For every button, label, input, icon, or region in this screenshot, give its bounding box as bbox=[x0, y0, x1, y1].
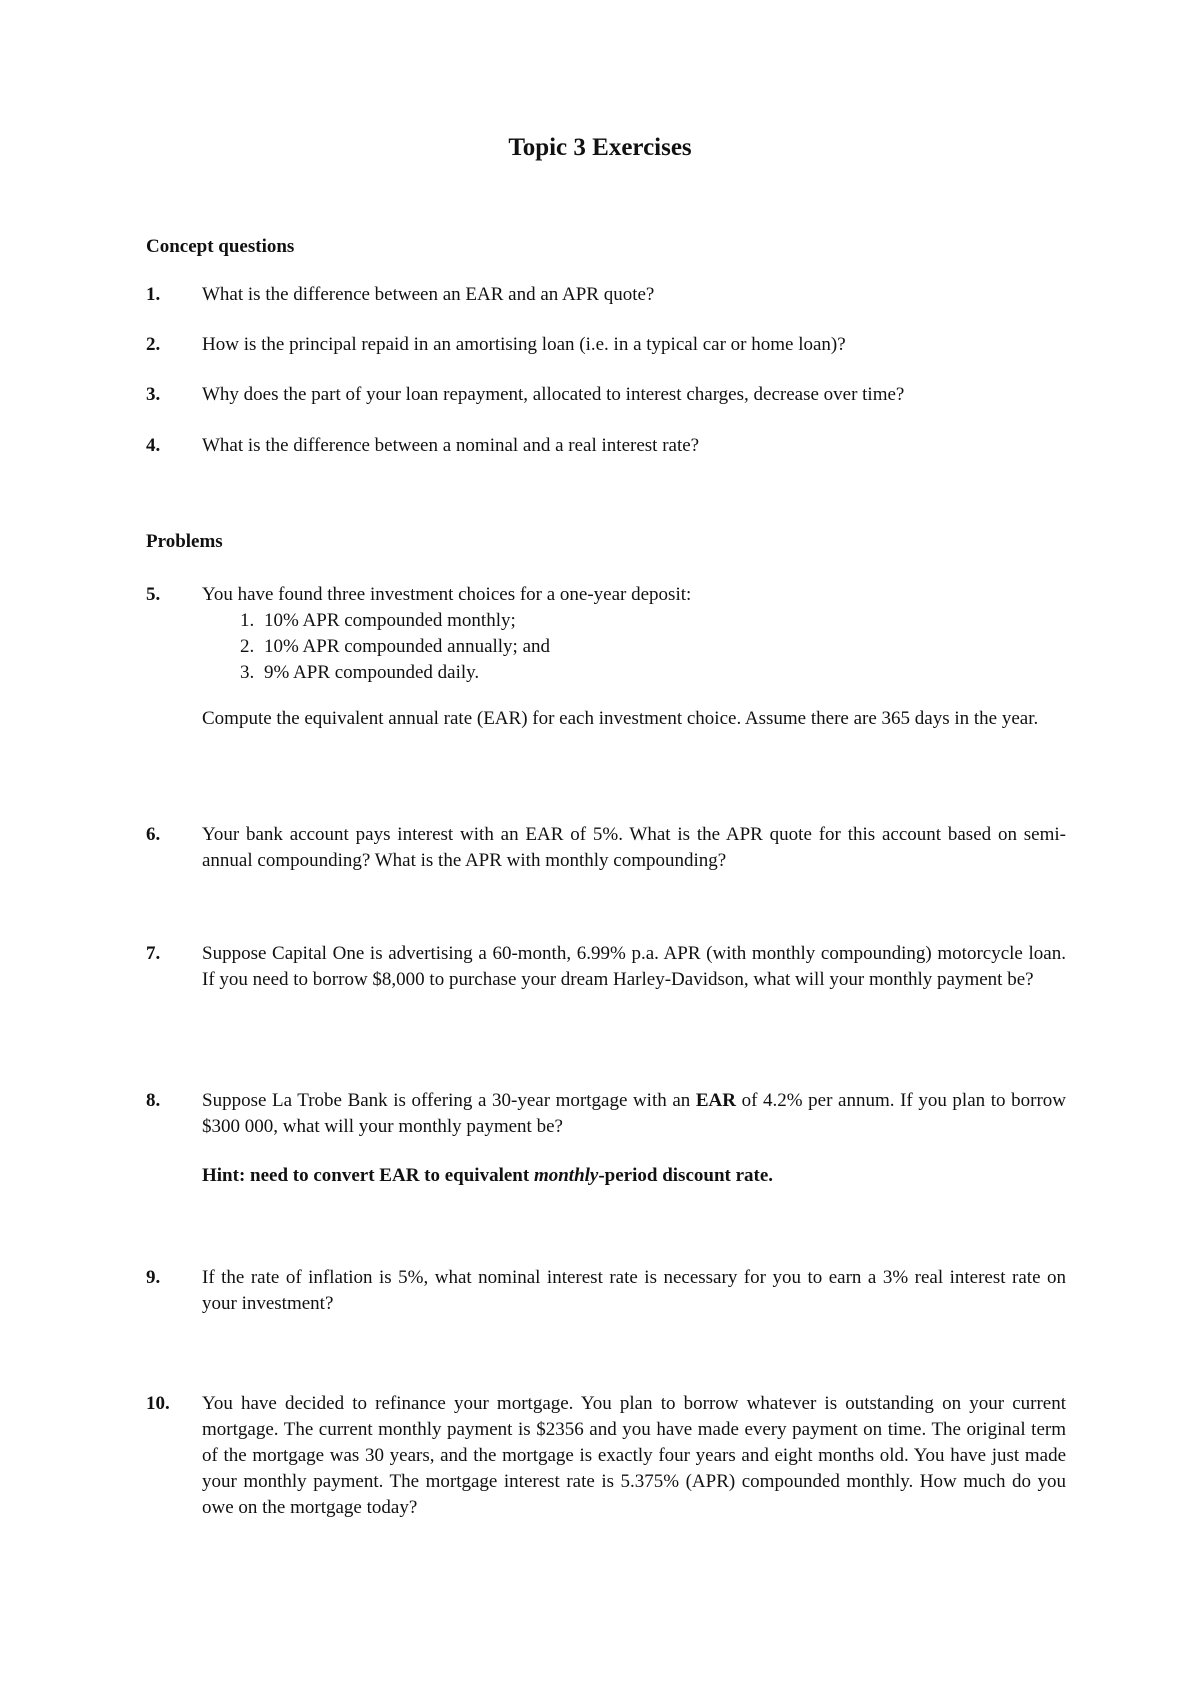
problems-heading: Problems bbox=[146, 531, 223, 552]
question-text: You have decided to refinance your mortgage. You plan to borrow whatever is outstanding on your current mortgage. The current monthly payment is $2356 and you have made every payment on time. The original term of the mortgage was 30 years, and the mortgage is exactly four years and eight months old. You have just made your monthly payment. The mortgage interest rate is 5.375% (APR) compounded monthly. How much do you owe on the mortgage today? bbox=[202, 1393, 1066, 1518]
question-number: 5. bbox=[146, 584, 161, 605]
page-title: Topic 3 Exercises bbox=[508, 134, 692, 161]
hint-text: -period discount rate. bbox=[598, 1165, 774, 1186]
choice-1 bbox=[240, 608, 516, 634]
question-text: Your bank account pays interest with an EAR of 5%. What is the APR quote for this account based on semi-annual compounding? What is the APR with monthly compounding? bbox=[202, 824, 1066, 871]
choice-number: 1. bbox=[240, 610, 255, 631]
choice-text: 10% APR compounded monthly; bbox=[264, 610, 516, 631]
choice-3 bbox=[240, 660, 479, 686]
question-number: 9. bbox=[146, 1267, 161, 1288]
hint bbox=[202, 1165, 773, 1187]
question-text: If the rate of inflation is 5%, what nominal interest rate is necessary for you to earn a 3% real interest rate on your investment? bbox=[202, 1267, 1066, 1314]
question-text-part: Suppose La Trobe Bank is offering a 30-year mortgage with an bbox=[202, 1090, 696, 1111]
choice-number: 2. bbox=[240, 636, 255, 657]
question-text bbox=[202, 1088, 1066, 1140]
choice-text: 10% APR compounded annually; and bbox=[264, 636, 551, 657]
choice-number: 3. bbox=[240, 662, 255, 683]
hint-emphasis: monthly bbox=[533, 1165, 599, 1186]
question-9 bbox=[146, 1265, 1066, 1317]
question-number: 4. bbox=[146, 435, 161, 456]
question-text: What is the difference between an EAR and an APR quote? bbox=[202, 284, 655, 305]
question-5 bbox=[146, 582, 1066, 608]
question-text: How is the principal repaid in an amortising loan (i.e. in a typical car or home loan)? bbox=[202, 334, 846, 355]
question-2 bbox=[146, 332, 1066, 358]
question-7 bbox=[146, 941, 1066, 993]
hint-text: Hint: need to convert EAR to equivalent bbox=[202, 1165, 534, 1186]
question-1 bbox=[146, 282, 1066, 308]
choice-text: 9% APR compounded daily. bbox=[264, 662, 480, 683]
question-text: You have found three investment choices for a one-year deposit: bbox=[202, 584, 692, 605]
question-8 bbox=[146, 1088, 1066, 1140]
question-5-followup: Compute the equivalent annual rate (EAR) for each investment choice. Assume there are 365 days in the year. bbox=[202, 708, 1039, 729]
question-number: 1. bbox=[146, 284, 161, 305]
question-10 bbox=[146, 1391, 1066, 1521]
question-number: 6. bbox=[146, 824, 161, 845]
question-number: 8. bbox=[146, 1090, 161, 1111]
question-text-part: of 4.2% per annum. If you plan to borrow $300 000, what will your monthly payment be? bbox=[202, 1090, 1066, 1137]
question-text: Why does the part of your loan repayment, allocated to interest charges, decrease over time? bbox=[202, 384, 905, 405]
question-text: What is the difference between a nominal and a real interest rate? bbox=[202, 435, 700, 456]
question-number: 7. bbox=[146, 943, 161, 964]
question-number: 3. bbox=[146, 384, 161, 405]
question-text: Suppose Capital One is advertising a 60-month, 6.99% p.a. APR (with monthly compounding) motorcycle loan. If you need to borrow $8,000 to purchase your dream Harley-Davidson, what will your monthly payment be? bbox=[202, 943, 1066, 990]
question-4 bbox=[146, 433, 1066, 459]
ear-bold: EAR bbox=[695, 1090, 736, 1111]
question-number: 2. bbox=[146, 334, 161, 355]
question-3 bbox=[146, 382, 1066, 408]
question-number: 10. bbox=[146, 1393, 170, 1414]
choice-2 bbox=[240, 634, 550, 660]
question-6 bbox=[146, 822, 1066, 874]
concept-heading: Concept questions bbox=[146, 236, 295, 257]
